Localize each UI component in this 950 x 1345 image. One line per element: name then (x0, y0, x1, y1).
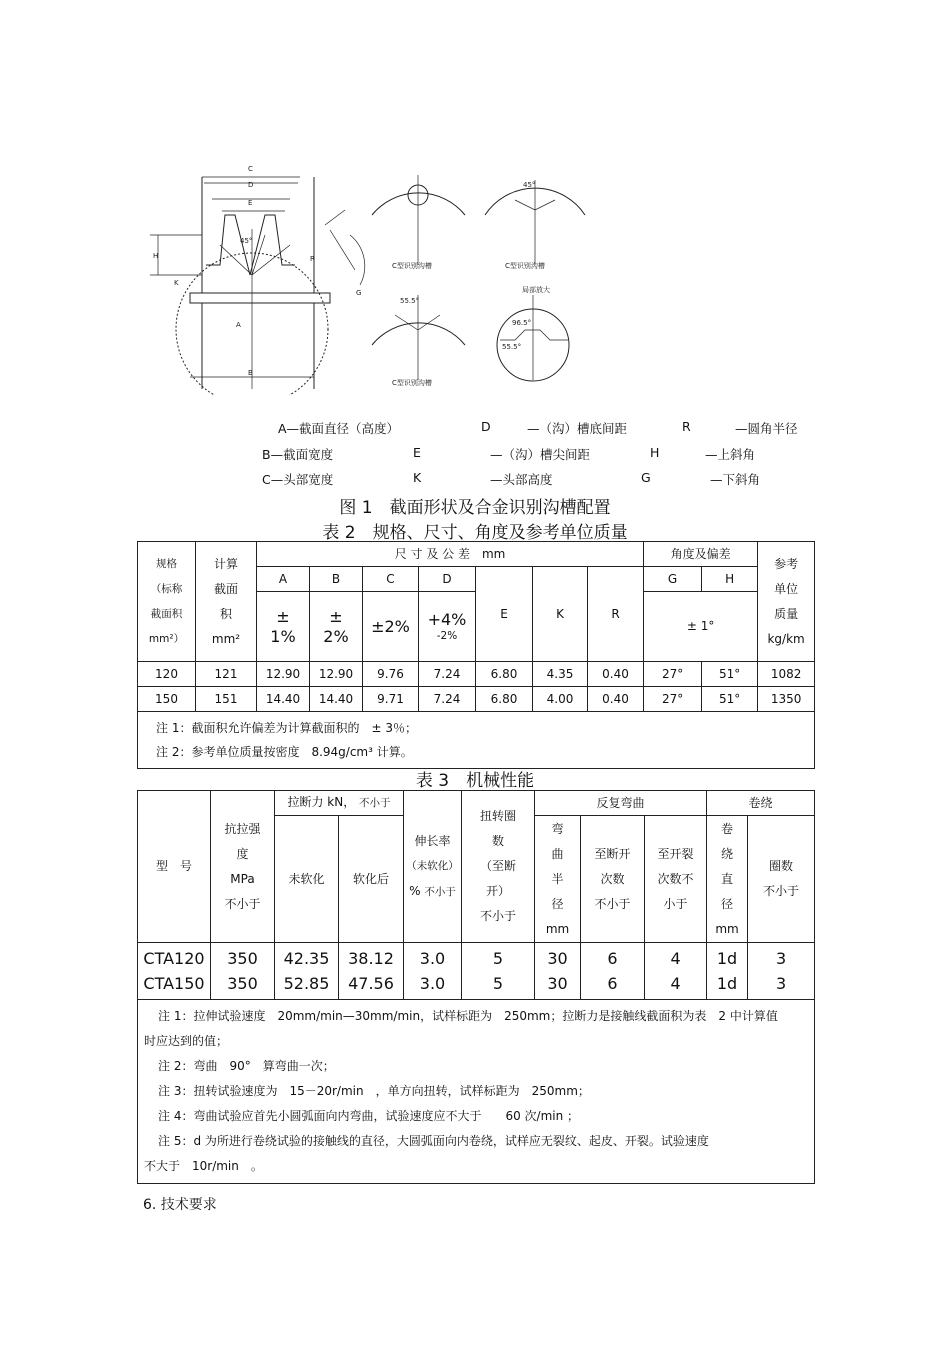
legend-k: —头部高度 (490, 472, 553, 487)
table-row: CTA120 CTA150 350 350 42.35 52.85 38.12 47.56 3.0 3.0 5 5 30 30 6 6 4 4 1d 1d 3 3 (138, 943, 815, 1000)
legend-g-key: G (641, 470, 651, 485)
t3-note-2: 注 2：弯曲 90° 算弯曲一次； (158, 1059, 335, 1073)
t2-col-c: C (363, 567, 419, 592)
t2-tol-angle: ± 1° (644, 592, 758, 662)
t3-note-3: 注 3：扭转试验速度为 15－20r/min ，单方向扭转，试样标距为 250mm； (158, 1084, 590, 1098)
dim-c-label: C (248, 165, 253, 173)
t3-note-4: 注 4：弯曲试验应首先小圆弧面向内弯曲，试验速度应不大于 60 次/min ； (158, 1109, 580, 1123)
legend-r-key: R (682, 419, 691, 434)
t2-col-b: B (310, 567, 363, 592)
angle-enlarge: 96.5° (512, 319, 532, 327)
legend-k-key: K (413, 470, 422, 485)
legend-h-key: H (650, 445, 660, 460)
table2-caption: 表 2 规格、尺寸、角度及参考单位质量 (322, 523, 628, 543)
t2-header-spec: 规格 （标称 截面积 mm²） (138, 542, 196, 662)
legend-h: —上斜角 (705, 447, 756, 462)
t2-header-dims: 尺 寸 及 公 差 mm (257, 542, 644, 567)
t2-col-d: D (419, 567, 476, 592)
dim-a-label: A (236, 321, 241, 329)
legend-g: —下斜角 (710, 472, 761, 487)
t2-col-h: H (702, 567, 758, 592)
t2-header-mass: 参考 单位 质量 kg/km (758, 542, 815, 662)
t3-header-bend-break: 至断开 次数 不小于 (581, 816, 645, 943)
t3-header-bend-crack: 至开裂 次数不 小于 (645, 816, 707, 943)
t3-header-model: 型 号 (138, 791, 211, 943)
angle-groove3: 55.5° (400, 297, 420, 305)
t3-header-bend: 反复弯曲 (535, 791, 707, 816)
legend-d: —（沟）槽底间距 (527, 421, 628, 436)
legend-e-key: E (413, 445, 421, 460)
t3-header-wind-n: 圈数 不小于 (748, 816, 815, 943)
legend-e: —（沟）槽尖间距 (490, 447, 591, 462)
table-row: 150 151 14.40 14.40 9.71 7.24 6.80 4.00 0.40 27° 51° 1350 (138, 687, 815, 712)
t3-header-bend-r: 弯 曲 半 径 mm (535, 816, 581, 943)
t3-header-wind: 卷绕 (707, 791, 815, 816)
angle-enlarge2: 55.5° (502, 343, 522, 351)
legend-d-key: D (481, 419, 491, 434)
groove-label-3: C型识别沟槽 (392, 379, 432, 387)
t2-header-calc: 计算 截面 积 mm² (196, 542, 257, 662)
t2-notes (138, 712, 815, 769)
angle-groove2: 45° (523, 181, 536, 189)
figure-caption: 图 1 截面形状及合金识别沟槽配置 (339, 498, 611, 518)
t3-header-twist: 扭转圈 数 （至断 开） 不小于 (462, 791, 535, 943)
t2-col-k: K (533, 567, 588, 662)
t2-col-g: G (644, 567, 702, 592)
t3-header-wind-d: 卷 绕 直 径 mm (707, 816, 748, 943)
t3-note-5-cont: 不大于 10r/min 。 (144, 1159, 263, 1173)
legend-c: C—头部宽度 (262, 472, 334, 487)
t3-note-1: 注 1：拉伸试验速度 20mm/min—30mm/min，试样标距为 250mm；拉断力是接触线截面积为表 2 中计算值 (158, 1009, 778, 1023)
section-heading: 6. 技术要求 (143, 1197, 217, 1213)
t2-note-2: 注 2：参考单位质量按密度 8.94g/cm³ 计算。 (156, 745, 413, 759)
legend-b: B—截面宽度 (262, 447, 334, 462)
t2-header-angle: 角度及偏差 (644, 542, 758, 567)
legend-a: A—截面直径（高度） (278, 421, 400, 436)
t2-tol-b: ± 2% (310, 592, 363, 662)
t2-tol-a: ± 1% (257, 592, 310, 662)
dim-g-label: G (356, 289, 362, 297)
table3 (137, 790, 815, 1184)
t2-col-e: E (476, 567, 533, 662)
cross-section-figure (140, 155, 590, 395)
dim-r-label: R (310, 255, 315, 263)
dim-d-label: D (248, 181, 254, 189)
t3-note-5: 注 5：d 为所进行卷绕试验的接触线的直径，大圆弧面向内卷绕，试样应无裂纹、起皮、开裂。试验速度 (158, 1134, 709, 1148)
t3-header-unsoft: 未软化 (275, 816, 339, 943)
dim-e-label: E (248, 199, 253, 207)
t3-header-soft: 软化后 (339, 816, 404, 943)
t2-tol-c: ±2% (363, 592, 419, 662)
t3-notes (138, 1000, 815, 1184)
legend-r: —圆角半径 (735, 421, 798, 436)
groove-label-1: C型识别沟槽 (392, 262, 432, 270)
t2-col-r: R (588, 567, 644, 662)
angle-main: 45° (240, 237, 253, 245)
dim-k-label: K (174, 279, 179, 287)
t3-header-tensile: 抗拉强 度 MPa 不小于 (211, 791, 275, 943)
table2 (137, 541, 815, 769)
t2-note-1: 注 1：截面积允许偏差为计算截面积的 ± 3％； (156, 721, 417, 735)
table-row: 120 121 12.90 12.90 9.76 7.24 6.80 4.35 0.40 27° 51° 1082 (138, 662, 815, 687)
dim-h-label: H (153, 252, 159, 260)
t2-tol-d: +4% -2% (419, 592, 476, 662)
groove-label-2: C型识别沟槽 (505, 262, 545, 270)
t3-note-1-cont: 时应达到的值； (144, 1034, 229, 1048)
t2-col-a: A (257, 567, 310, 592)
t3-header-elong: 伸长率 （未软化） % 不小于 (404, 791, 462, 943)
dim-b-label: B (248, 369, 253, 377)
table3-caption: 表 3 机械性能 (415, 771, 535, 791)
enlarge-label: 局部放大 (522, 286, 550, 294)
t3-header-break: 拉断力 kN， 不小于 (275, 791, 404, 816)
